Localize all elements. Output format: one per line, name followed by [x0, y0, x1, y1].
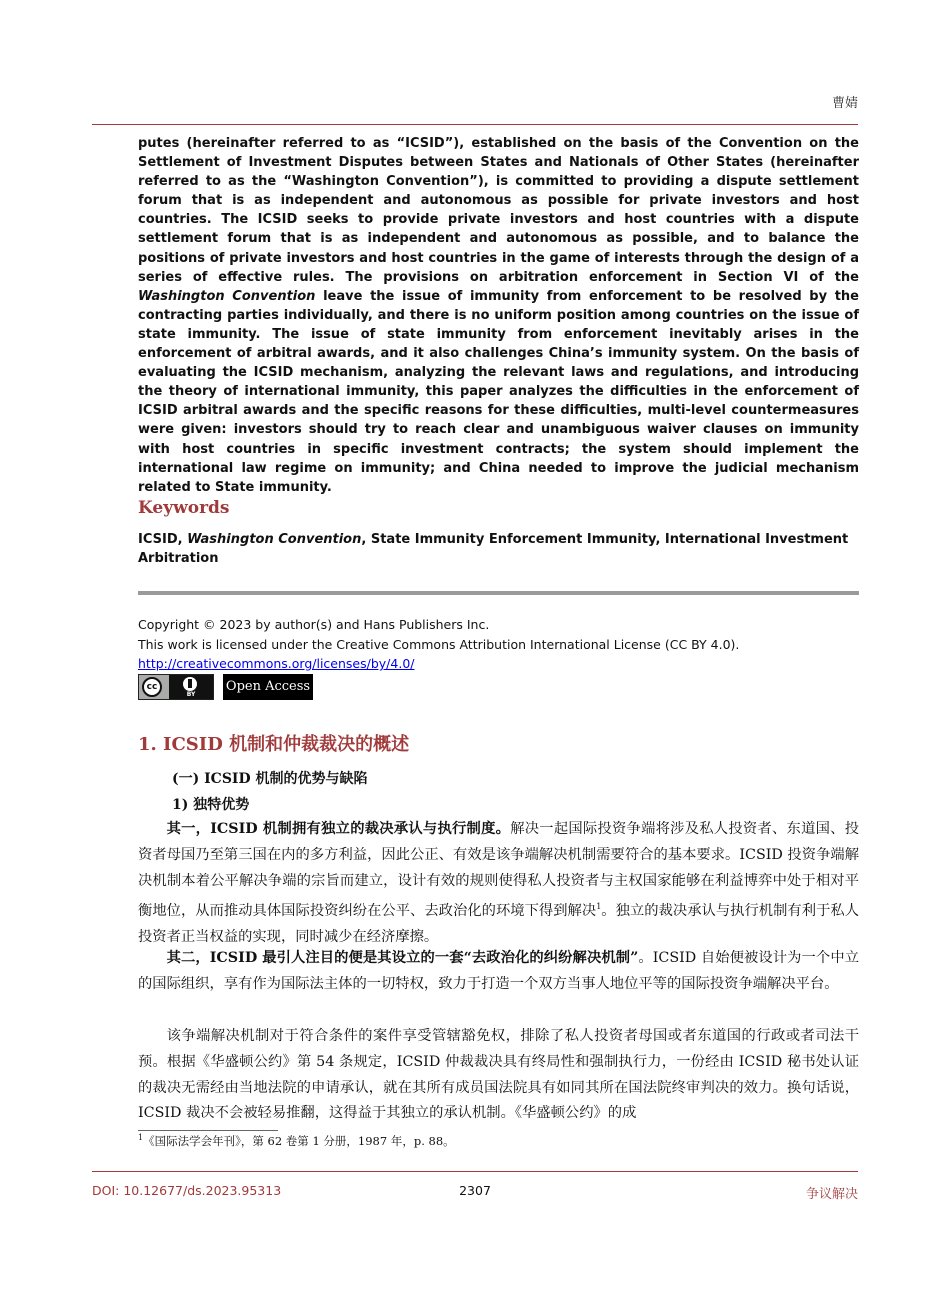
copyright-block [138, 615, 859, 674]
license-line: This work is licensed under the Creative Commons Attribution International License (CC BY 4.0). [138, 636, 740, 652]
paragraph-1-text: 解决一起国际投资争端将涉及私人投资者、东道国、投资者母国乃至第三国在内的多方利益，因此公正、有效是该争端解决机制需要符合的基本要求。ICSID 投资争端解决机制本着公平解决争端的宗旨而建立，设计有效的规则使得私人投资者与主权国家能够在利益博弈中处于相对平衡地位，从而推动具体国际投资纠纷在公平、去政治化的环境下得到解决 [138, 821, 860, 920]
cc-icon: cc [142, 677, 162, 697]
by-label: BY [186, 691, 196, 698]
subsection-title: (一) ICSID 机制的优势与缺陷 [172, 771, 368, 787]
paragraph-1-tail: 。独立的裁决承认与执行机制有利于私人投资者正当权益的实现，同时减少在经济摩擦。 [138, 903, 860, 945]
page-number: 2307 [459, 1183, 491, 1198]
footnote-divider [138, 1130, 278, 1131]
paragraph-1 [138, 817, 859, 951]
paragraph-1-lead: 其一，ICSID 机制拥有独立的裁决承认与执行制度。 [166, 821, 511, 837]
footnote-number: 1 [138, 1133, 144, 1143]
keywords-italic: Washington Convention [187, 532, 362, 547]
footnote-ref[interactable]: 1 [596, 902, 602, 912]
keywords-part-1: ICSID, [138, 532, 188, 547]
license-divider [138, 591, 859, 595]
paragraph-2-lead: 其二，ICSID 最引人注目的便是其设立的一套“去政治化的纠纷解决机制” [166, 950, 639, 966]
abstract-part-1: putes (hereinafter referred to as “ICSID”), established on the basis of the Convention on the Settlement of Investment Disputes between States and Nationals of Other States (hereinafter referred to as the “Washington Convention”), is committed to providing a dispute settlement forum that is as independent and autonomous as possible for private investors and host countries. The ICSID seeks to provide private investors and host countries with a dispute settlement forum that is as independent and autonomous as possible, and to balance the positions of private investors and host countries in the game of interests through the design of a series of effective rules. The provisions on arbitration enforcement in Section VI of the [138, 136, 859, 285]
footer-journal: 争议解决 [805, 1187, 858, 1202]
copyright-line: Copyright © 2023 by author(s) and Hans Publishers Inc. [138, 617, 490, 632]
paragraph-2 [138, 946, 859, 998]
keywords-part-2: , State Immunity Enforcement Immunity, International Investment Arbitration [138, 532, 849, 566]
footer-divider [92, 1171, 858, 1172]
paragraph-2-text: 。ICSID 自始便被设计为一个中立的国际组织，享有作为国际法主体的一切特权，致力于打造一个双方当事人地位平等的国际投资争端解决平台。 [138, 950, 859, 992]
keywords-text [138, 530, 859, 568]
header-divider [92, 124, 858, 125]
abstract-text [138, 134, 859, 497]
license-link[interactable]: http://creativecommons.org/licenses/by/4.0/ [138, 656, 415, 671]
footnote-text: 《国际法学会年刊》，第 62 卷第 1 分册，1987 年，p. 88。 [143, 1134, 455, 1148]
paragraph-3: 该争端解决机制对于符合条件的案件享受管辖豁免权，排除了私人投资者母国或者东道国的行政或者司法干预。根据《华盛顿公约》第 54 条规定，ICSID 仲裁裁决具有终局性和强制执行力，一份经由 ICSID 秘书处认证的裁决无需经由当地法院的申请承认，就在其所有成员国法院具有如同其所在国法院终审判决的效力。换句话说，ICSID 裁决不会被轻易推翻，这得益于其独立的承认机制。《华盛顿公约》的成 [138, 1028, 859, 1122]
abstract-part-2: leave the issue of immunity from enforcement to be resolved by the contracting parties individually, and there is no uniform position among countries on the issue of state immunity. The issue of state immunity from enforcement inevitably arises in the enforcement of arbitral awards, and it also challenges China’s immunity system. On the basis of evaluating the ICSID mechanism, analyzing the relevant laws and regulations, and introducing the theory of international immunity, this paper analyzes the difficulties in the enforcement of ICSID arbitral awards and the specific reasons for these difficulties, multi-level countermeasures were given: investors should try to reach clear and unambiguous waiver clauses on immunity with host countries in specific investment contracts; the system should implement the international law regime on immunity; and China needed to improve the judicial mechanism related to State immunity. [138, 288, 860, 495]
abstract-italic: Washington Convention [138, 288, 316, 304]
section-title: 1. ICSID 机制和仲裁裁决的概述 [138, 734, 410, 755]
footer-doi: DOI: 10.12677/ds.2023.95313 [92, 1183, 282, 1198]
by-icon [169, 675, 213, 699]
keywords-heading: Keywords [138, 498, 230, 518]
person-icon [183, 677, 197, 691]
footnote [138, 1133, 455, 1149]
open-access-badge[interactable]: Open Access [223, 674, 313, 700]
cc-by-badge[interactable] [138, 674, 214, 700]
subsubsection-title: 1) 独特优势 [172, 797, 250, 813]
running-header-author: 曹婧 [831, 96, 858, 111]
